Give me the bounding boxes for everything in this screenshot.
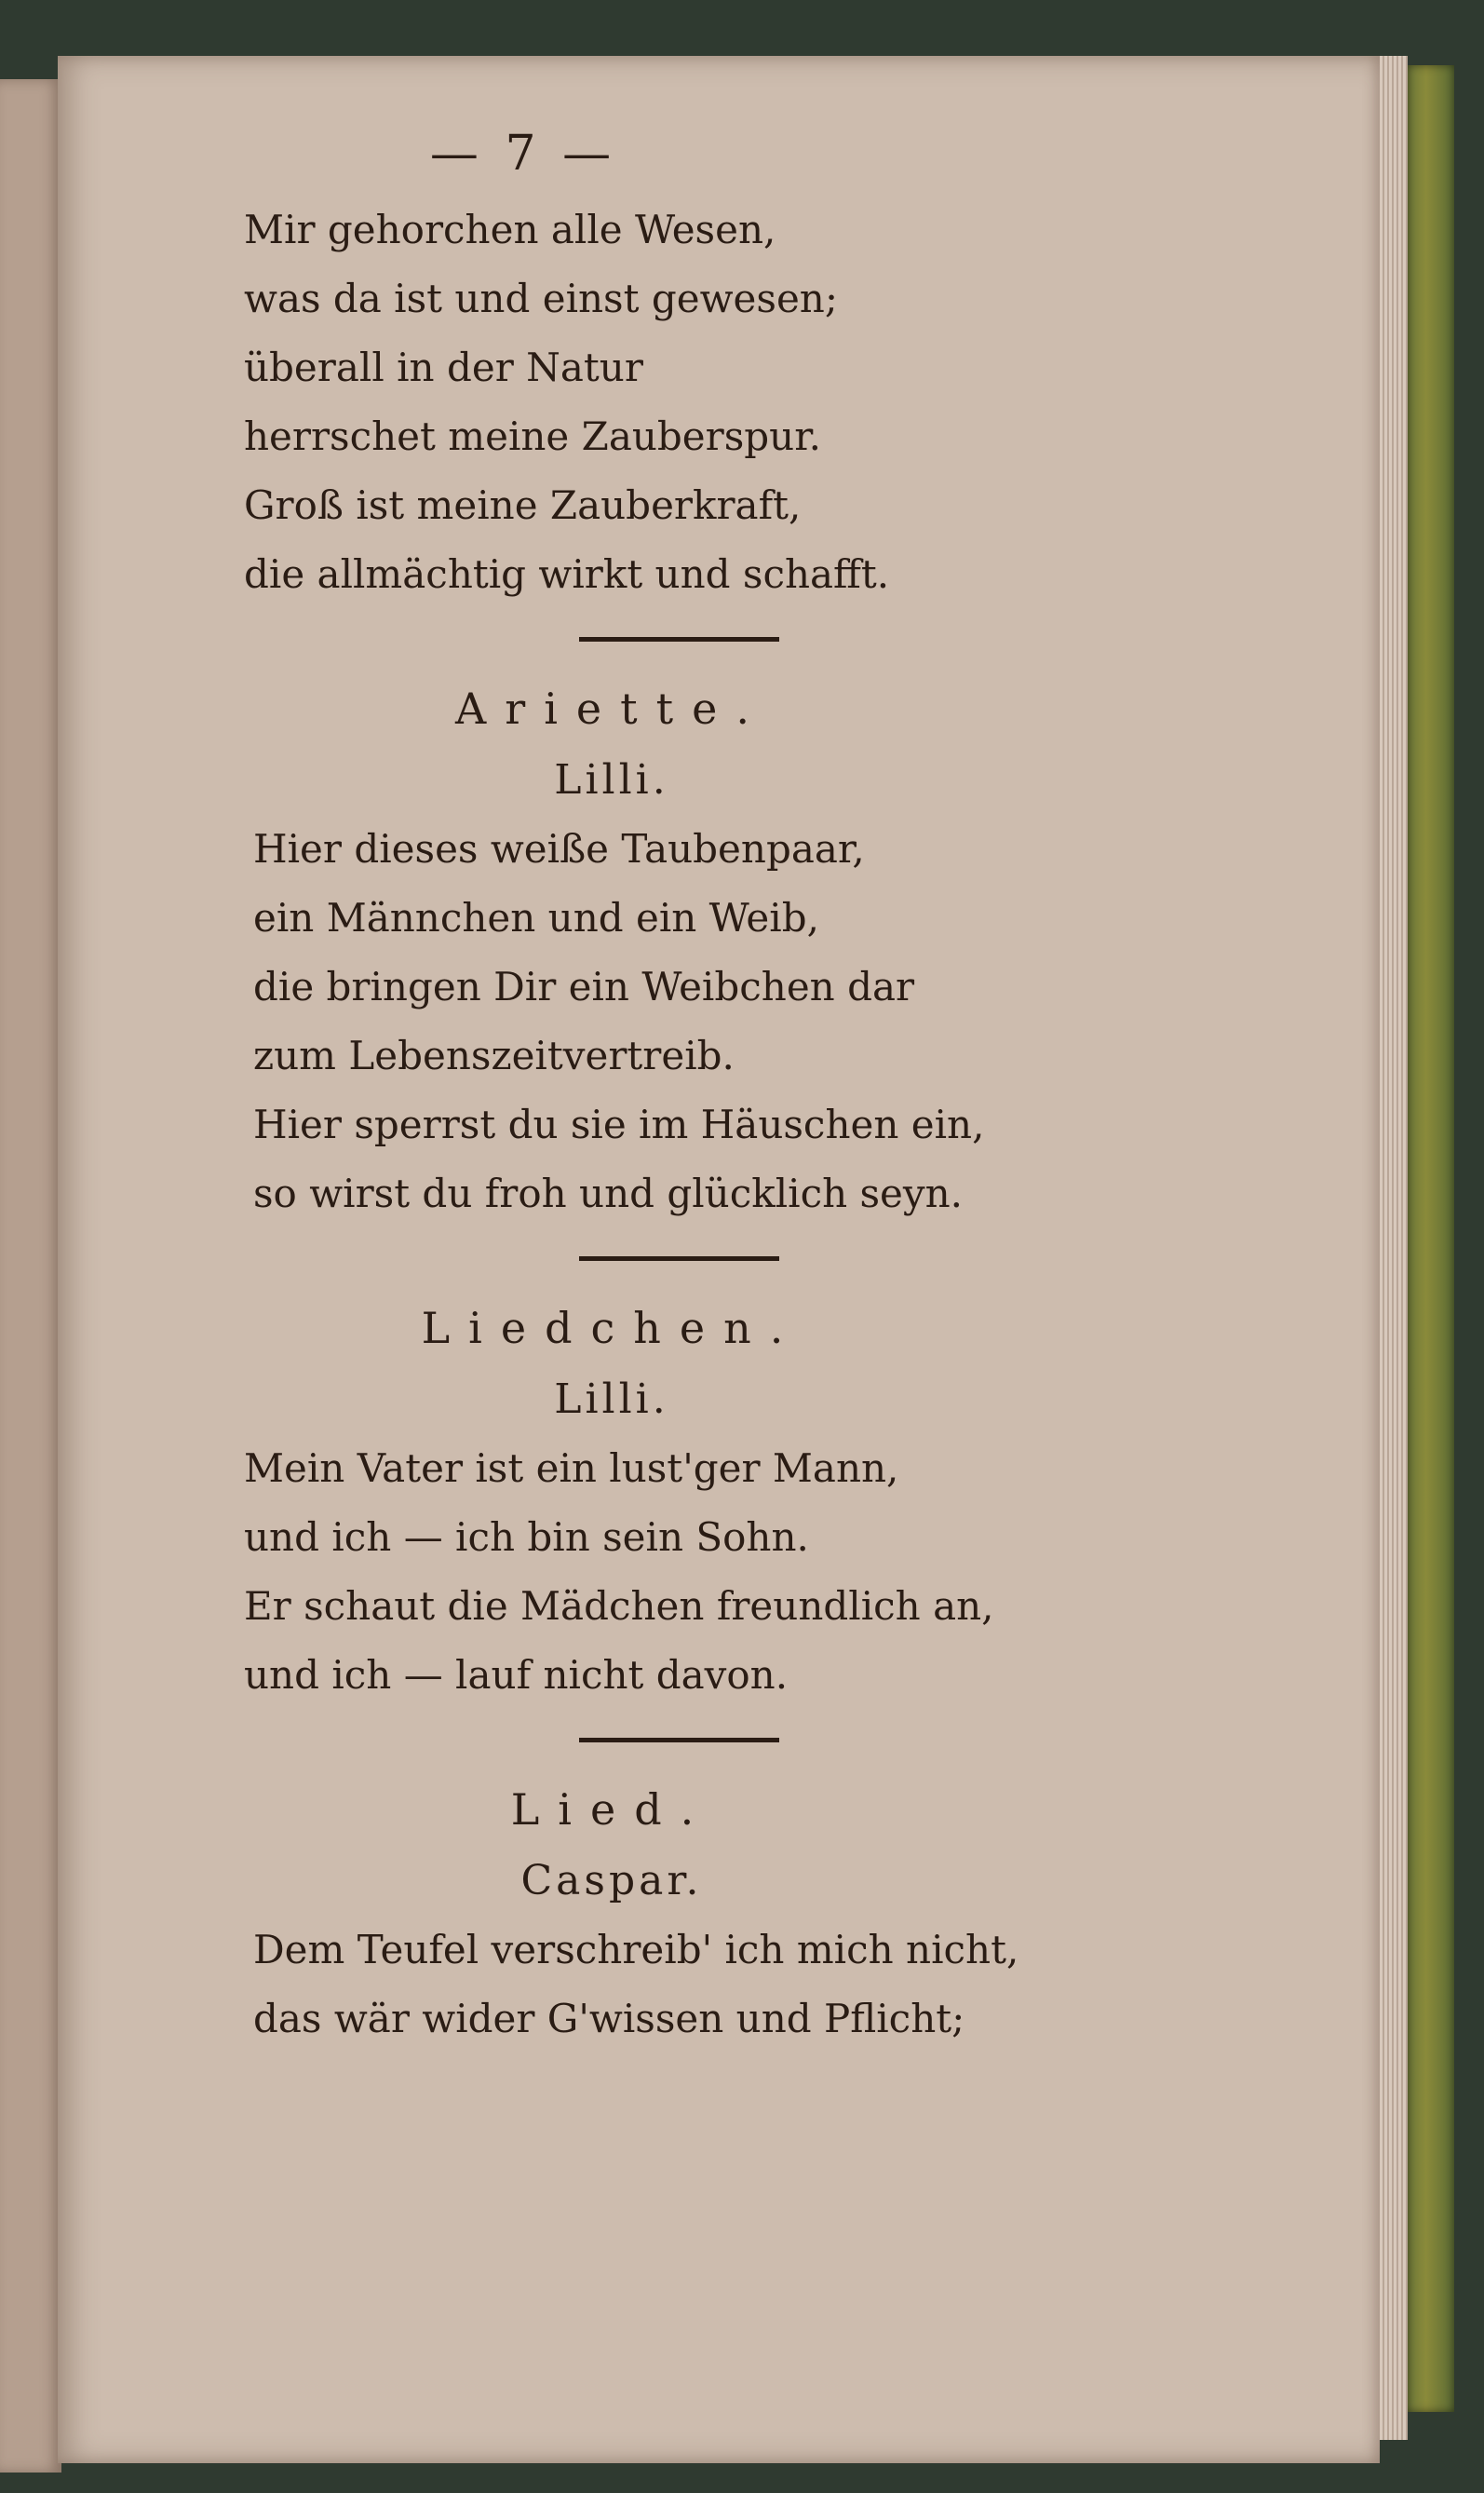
verse-line: die allmächtig wirkt und schafft. (244, 551, 890, 597)
verse-line: Dem Teufel verschreib' ich mich nicht, (253, 1927, 1019, 1972)
verse-line: das wär wider G'wissen und Pflicht; (253, 1996, 965, 2041)
verse-line: Groß ist meine Zauberkraft, (244, 482, 802, 528)
verse-line: Mir gehorchen alle Wesen, (244, 207, 776, 252)
verse-line: herrschet meine Zauberspur. (244, 413, 822, 459)
section-divider (579, 1256, 779, 1261)
section-heading: Liedchen. (421, 1303, 803, 1353)
verse-line: so wirst du froh und glücklich seyn. (253, 1171, 964, 1216)
section-divider (579, 637, 779, 642)
verse-line: was da ist und einst gewesen; (244, 276, 838, 321)
verse-line: zum Lebenszeitvertreib. (253, 1033, 735, 1078)
speaker-name: Lilli. (554, 1375, 669, 1423)
verse-line: überall in der Natur (244, 345, 643, 390)
page-text (244, 112, 1082, 2053)
page-number: — 7 — (429, 126, 617, 182)
verse-line: Hier dieses weiße Taubenpaar, (253, 826, 865, 872)
section-divider (579, 1738, 779, 1742)
verse-line: Mein Vater ist ein lust'ger Mann, (244, 1445, 899, 1491)
verse-line: Er schaut die Mädchen freundlich an, (244, 1583, 994, 1629)
ariette-section (244, 671, 1082, 1228)
liedchen-section (244, 1291, 1082, 1710)
facing-page-edge (0, 79, 61, 2473)
verse-line: Hier sperrst du sie im Häuschen ein, (253, 1102, 985, 1147)
verse-line: ein Männchen und ein Weib, (253, 895, 819, 941)
book-cover-edge (1408, 65, 1454, 2412)
verse-line: die bringen Dir ein Weibchen dar (253, 964, 915, 1009)
speaker-name: Lilli. (554, 756, 669, 804)
verse-line: und ich — lauf nicht davon. (244, 1652, 789, 1698)
section-heading: Lied. (510, 1784, 713, 1835)
intro-verse (244, 196, 1082, 609)
verse-line: und ich — ich bin sein Sohn. (244, 1514, 809, 1560)
page-block-edge (1380, 56, 1408, 2440)
speaker-name: Caspar. (520, 1857, 703, 1904)
lied-section (244, 1772, 1082, 2053)
section-heading: Ariette. (455, 684, 768, 734)
